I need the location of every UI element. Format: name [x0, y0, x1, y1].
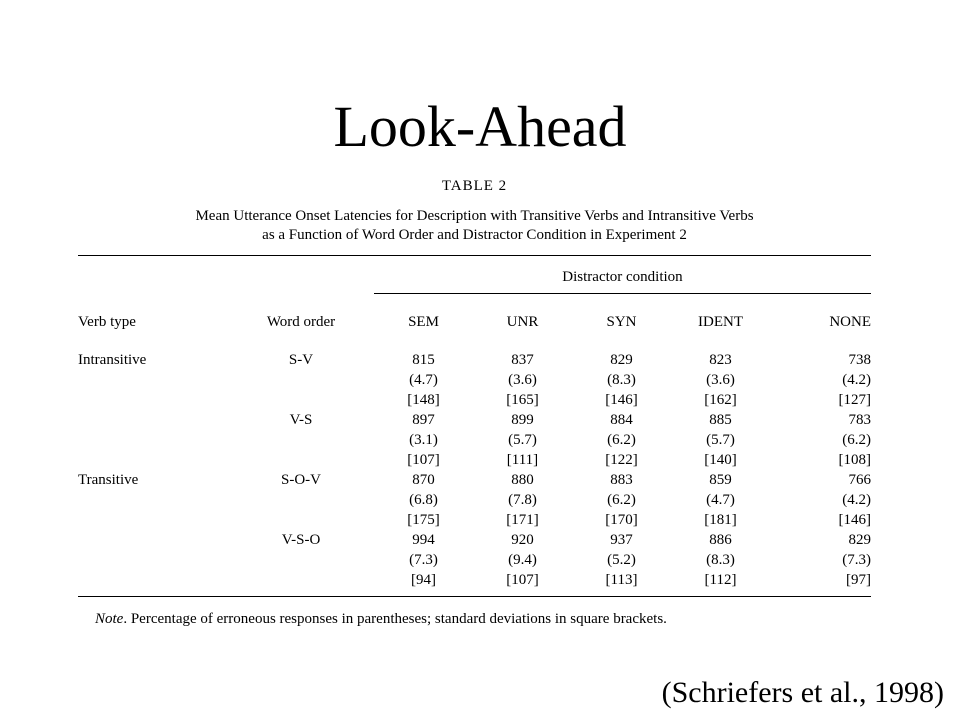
table-cell	[228, 370, 374, 390]
table-cell: (6.2)	[842, 432, 871, 448]
table-row	[78, 570, 871, 590]
column-header: UNR	[506, 314, 539, 330]
table-cell	[78, 550, 228, 570]
citation: (Schriefers et al., 1998)	[661, 676, 944, 709]
table-row	[78, 550, 871, 570]
table-row	[78, 390, 871, 410]
table-cell: 884	[610, 412, 633, 428]
table-cell: 837	[511, 352, 534, 368]
note-label: Note	[95, 611, 124, 627]
table-row	[78, 490, 871, 510]
table-cell: 859	[709, 472, 732, 488]
table-cell	[78, 530, 228, 550]
slide-title: Look-Ahead	[333, 94, 627, 159]
table-body	[78, 350, 871, 590]
table-cell: (3.6)	[508, 372, 537, 388]
table-cell: [122]	[605, 452, 638, 468]
table-cell: [171]	[506, 512, 539, 528]
table-cell	[228, 550, 374, 570]
table-cell: 783	[848, 412, 871, 428]
table-note	[78, 609, 871, 629]
table-cell: (8.3)	[706, 552, 735, 568]
table-group-header	[78, 266, 871, 288]
distractor-condition-header: Distractor condition	[562, 269, 683, 285]
table-cell: 883	[610, 472, 633, 488]
table-caption	[78, 207, 871, 245]
table-cell: [113]	[605, 572, 638, 588]
column-header: Word order	[266, 314, 336, 330]
table-caption-line-2: as a Function of Word Order and Distractor Condition in Experiment 2	[262, 227, 687, 243]
table-top-rule	[78, 255, 871, 256]
table-cell: (5.7)	[508, 432, 537, 448]
table-label: TABLE 2	[441, 178, 508, 194]
table-cell: S-O-V	[281, 472, 321, 488]
table-cell: 880	[511, 472, 534, 488]
table-cell	[78, 410, 228, 430]
table-cell: 815	[412, 352, 435, 368]
table-cell: 766	[848, 472, 871, 488]
table-cell: [146]	[605, 392, 638, 408]
table-cell	[78, 490, 228, 510]
table-cell	[228, 570, 374, 590]
table-cell: 886	[709, 532, 732, 548]
table-cell: (5.2)	[607, 552, 636, 568]
table-cell	[78, 370, 228, 390]
column-header: Verb type	[78, 314, 136, 330]
table-cell: (3.6)	[706, 372, 735, 388]
table-cell: (8.3)	[607, 372, 636, 388]
table-cell: 738	[848, 352, 871, 368]
table-row	[78, 430, 871, 450]
table-cell	[78, 510, 228, 530]
table-cell: [162]	[704, 392, 737, 408]
data-table	[78, 294, 871, 590]
table-cell: [107]	[506, 572, 539, 588]
table-cell: S-V	[288, 352, 314, 368]
column-header: IDENT	[698, 314, 743, 330]
table-cell	[228, 390, 374, 410]
table-cell: [170]	[605, 512, 638, 528]
table-cell: [146]	[838, 512, 871, 528]
table-cell: (5.7)	[706, 432, 735, 448]
table-cell: (6.2)	[607, 432, 636, 448]
table-cell: (4.2)	[842, 492, 871, 508]
table-cell: (7.8)	[508, 492, 537, 508]
table-cell: [175]	[407, 512, 440, 528]
table-cell	[78, 570, 228, 590]
table-cell: [107]	[407, 452, 440, 468]
table-cell: [140]	[704, 452, 737, 468]
table-cell: (7.3)	[409, 552, 438, 568]
table-row	[78, 510, 871, 530]
table-cell: 937	[610, 532, 633, 548]
table-cell: 885	[709, 412, 732, 428]
table-cell: V-S	[289, 412, 313, 428]
table-row	[78, 450, 871, 470]
table-row	[78, 530, 871, 550]
table-cell: 829	[848, 532, 871, 548]
table-cell: (4.7)	[409, 372, 438, 388]
table-cell: V-S-O	[281, 532, 321, 548]
table-cell: (9.4)	[508, 552, 537, 568]
table-cell: [97]	[846, 572, 871, 588]
table-cell: [148]	[407, 392, 440, 408]
table-cell: [181]	[704, 512, 737, 528]
column-header: NONE	[829, 314, 871, 330]
table-cell: [111]	[506, 452, 539, 468]
table-cell	[228, 450, 374, 470]
table-cell: 994	[412, 532, 435, 548]
table-cell: (7.3)	[842, 552, 871, 568]
table-cell: [112]	[704, 572, 737, 588]
table-cell: 829	[610, 352, 633, 368]
table-row	[78, 410, 871, 430]
table-row	[78, 470, 871, 490]
note-text: . Percentage of erroneous responses in parentheses; standard deviations in square brackets.	[123, 611, 667, 627]
table-cell: (3.1)	[409, 432, 438, 448]
table-cell	[78, 450, 228, 470]
table-figure	[78, 175, 871, 629]
table-cell: [94]	[411, 572, 436, 588]
table-cell: [108]	[838, 452, 871, 468]
table-cell	[78, 390, 228, 410]
column-header: SYN	[606, 314, 637, 330]
table-cell	[228, 430, 374, 450]
table-cell	[78, 430, 228, 450]
table-cell: [127]	[838, 392, 871, 408]
table-cell: [165]	[506, 392, 539, 408]
table-row	[78, 350, 871, 370]
column-header: SEM	[408, 314, 439, 330]
table-cell: 920	[511, 532, 534, 548]
table-bottom-rule	[78, 596, 871, 597]
table-row	[78, 370, 871, 390]
table-cell: 870	[412, 472, 435, 488]
table-cell: (6.8)	[409, 492, 438, 508]
table-cell	[228, 510, 374, 530]
table-cell: Transitive	[78, 472, 139, 488]
table-cell: (4.2)	[842, 372, 871, 388]
table-cell	[228, 490, 374, 510]
table-cell: (4.7)	[706, 492, 735, 508]
table-cell: 899	[511, 412, 534, 428]
table-cell: 823	[709, 352, 732, 368]
table-cell: (6.2)	[607, 492, 636, 508]
table-caption-line-1: Mean Utterance Onset Latencies for Description with Transitive Verbs and Intransitive Verbs	[195, 208, 754, 224]
table-header-row	[78, 294, 871, 350]
table-cell: 897	[412, 412, 435, 428]
table-cell: Intransitive	[78, 352, 147, 368]
